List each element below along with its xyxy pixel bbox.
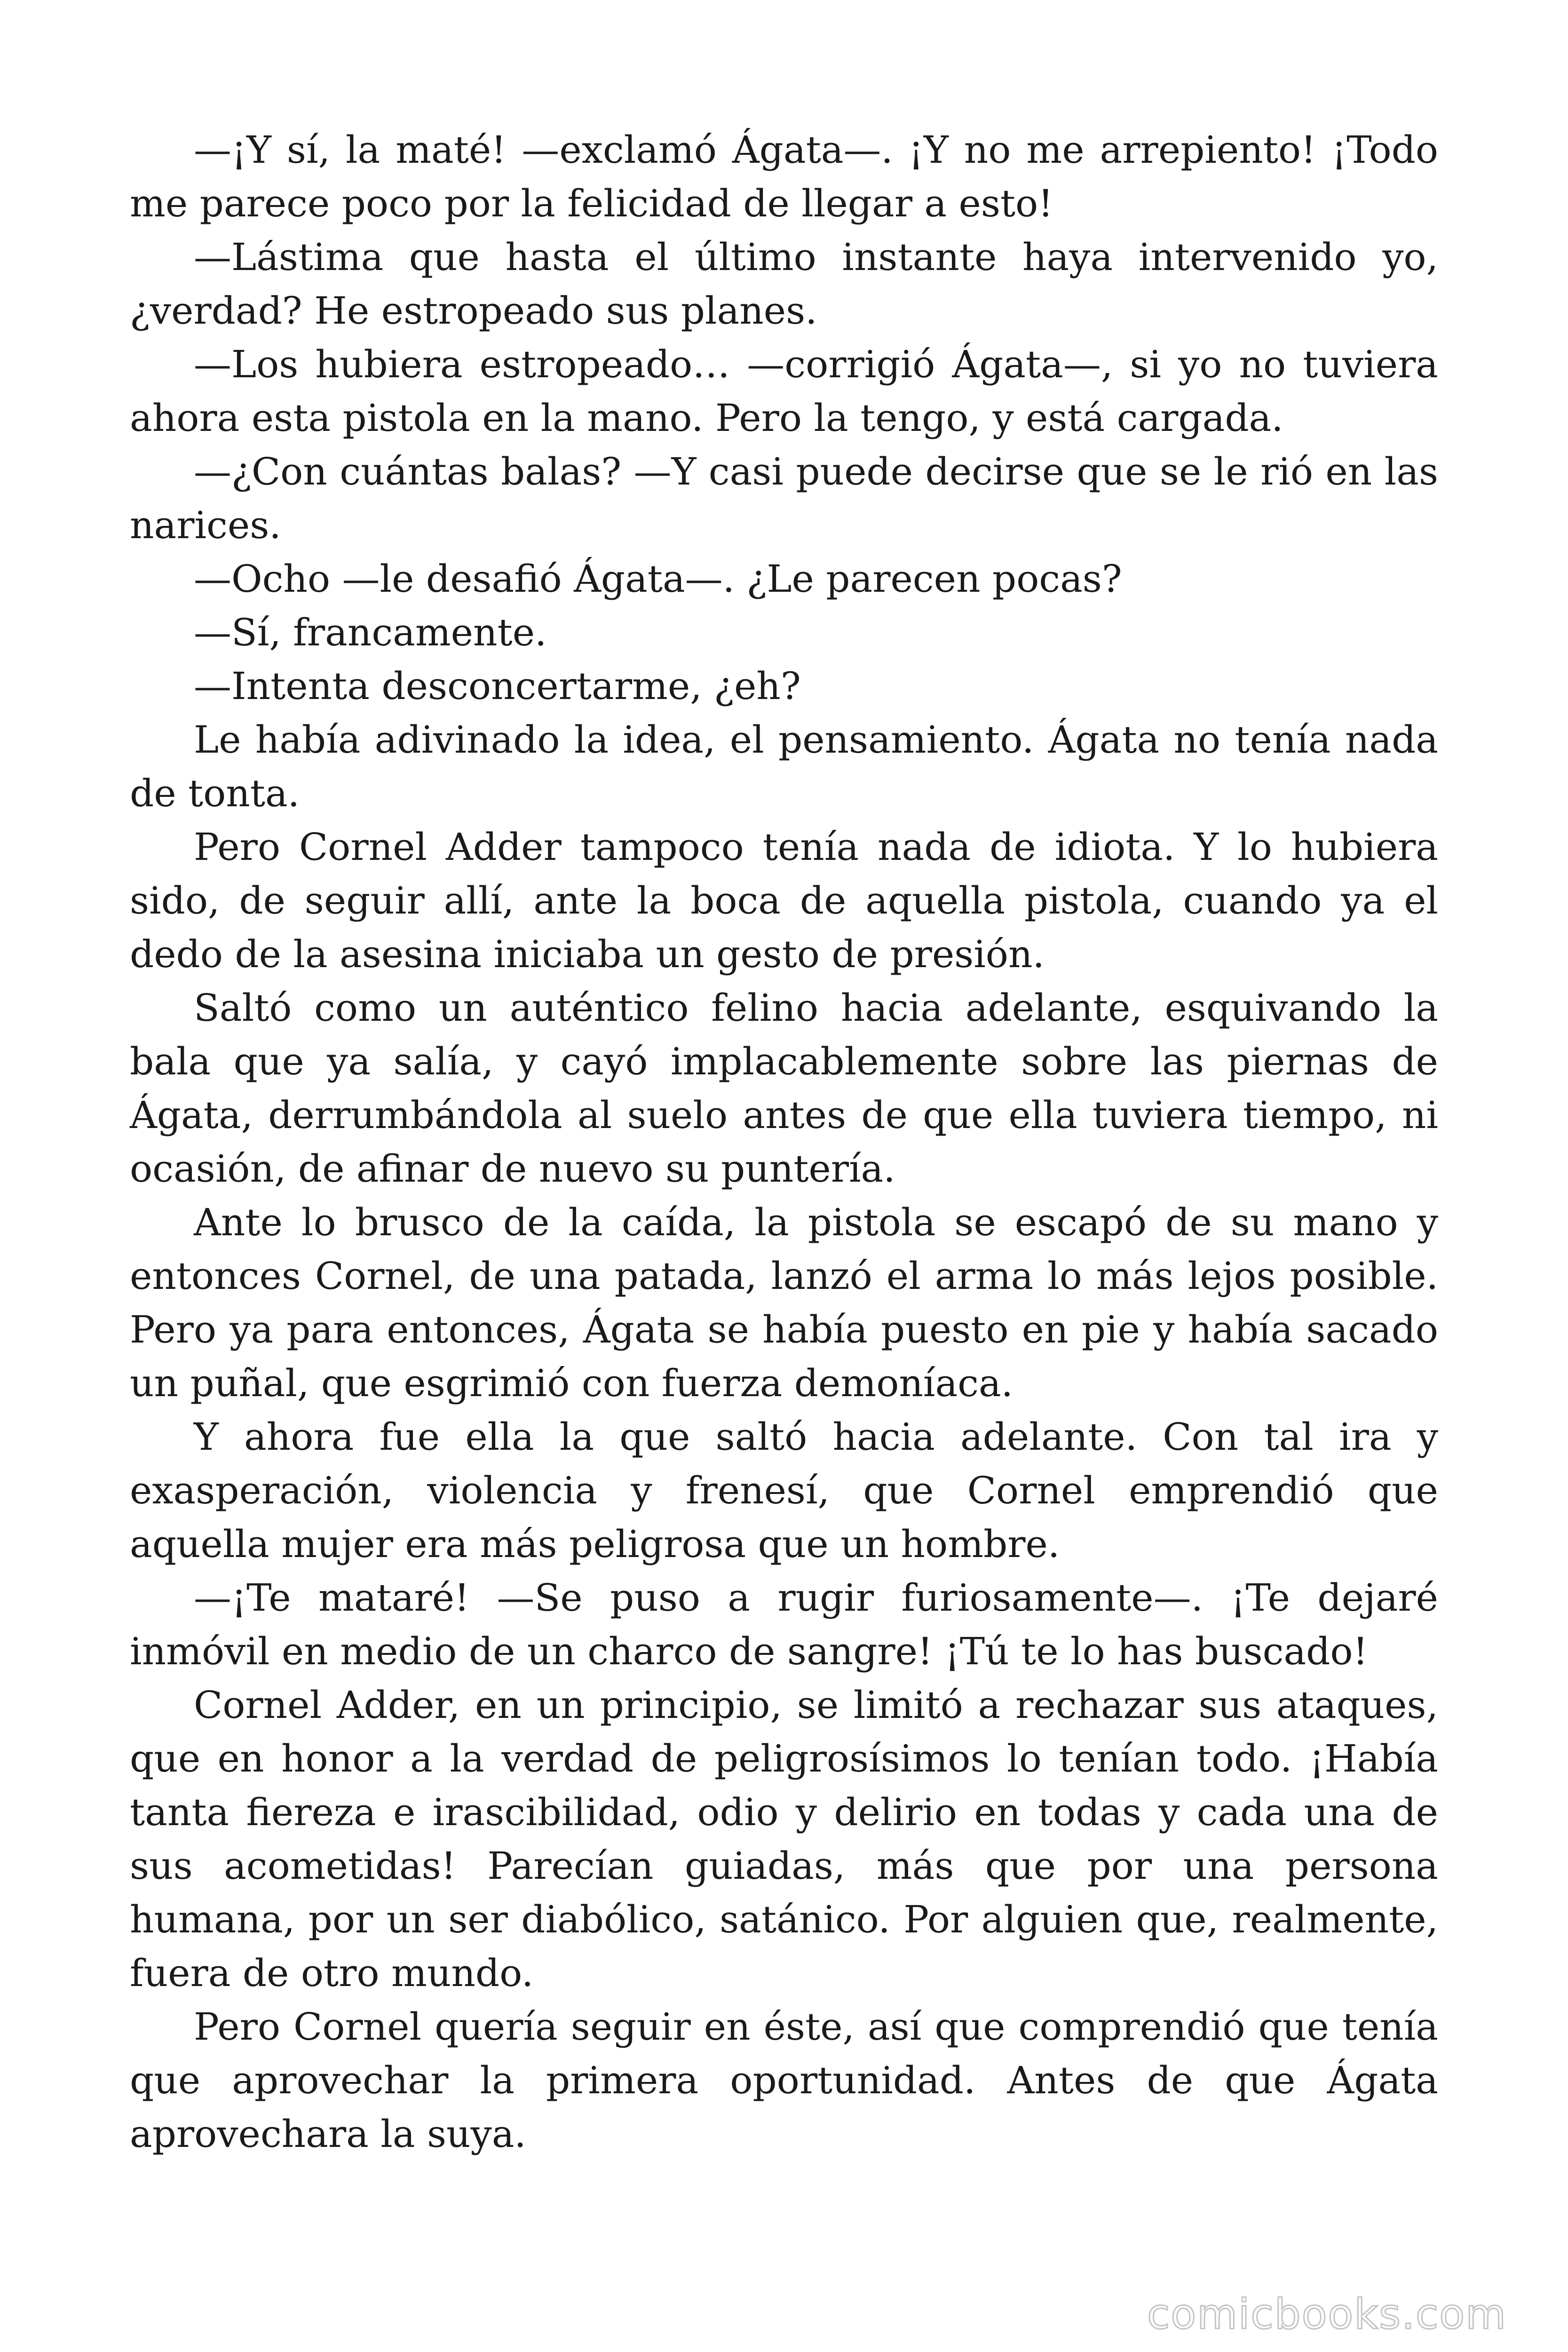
paragraph: —Los hubiera estropeado… —corrigió Ágata—, si yo no tuviera ahora esta pistola en la mano. Pero la tengo, y está cargada. xyxy=(130,342,1438,440)
paragraph: Pero Cornel Adder tampoco tenía nada de idiota. Y lo hubiera sido, de seguir allí, ante la boca de aquella pistola, cuando ya el dedo de la asesina iniciaba un gesto de presión. xyxy=(130,825,1438,976)
paragraph: Y ahora fue ella la que saltó hacia adelante. Con tal ira y exasperación, violencia y frenesí, que Cornel emprendió que aquella mujer era más peligrosa que un hombre. xyxy=(130,1415,1438,1566)
body-text xyxy=(130,123,1438,2161)
paragraph: —¡Te mataré! —Se puso a rugir furiosamente—. ¡Te dejaré inmóvil en medio de un charco de sangre! ¡Tú te lo has buscado! xyxy=(130,1576,1438,1673)
paragraph: —¿Con cuántas balas? —Y casi puede decirse que se le rió en las narices. xyxy=(130,450,1438,547)
paragraph: —Lástima que hasta el último instante haya intervenido yo, ¿verdad? He estropeado sus planes. xyxy=(130,235,1438,333)
paragraph: —Intenta desconcertarme, ¿eh? xyxy=(194,664,801,708)
paragraph: Pero Cornel quería seguir en éste, así que comprendió que tenía que aprovechar la primera oportunidad. Antes de que Ágata aprovechara la suya. xyxy=(130,2005,1438,2156)
paragraph: Cornel Adder, en un principio, se limitó a rechazar sus ataques, que en honor a la verdad de peligrosísimos lo tenían todo. ¡Había tanta fiereza e irascibilidad, odio y delirio en todas y cada una de sus acometidas! Parecían guiadas, más que por una persona humana, por un ser diabólico, satánico. Por alguien que, realmente, fuera de otro mundo. xyxy=(130,1683,1438,1995)
paragraph: —¡Y sí, la maté! —exclamó Ágata—. ¡Y no me arrepiento! ¡Todo me parece poco por la felicidad de llegar a esto! xyxy=(130,128,1438,225)
paragraph: —Sí, francamente. xyxy=(194,611,547,654)
paragraph: —Ocho —le desafió Ágata—. ¿Le parecen pocas? xyxy=(194,557,1122,601)
watermark: comicbooks.com xyxy=(1147,2290,1507,2338)
paragraph: Ante lo brusco de la caída, la pistola se escapó de su mano y entonces Cornel, de una patada, lanzó el arma lo más lejos posible. Pero ya para entonces, Ágata se había puesto en pie y había sacado un puñal, que esgrimió con fuerza demoníaca. xyxy=(130,1200,1438,1405)
paragraph: Le había adivinado la idea, el pensamiento. Ágata no tenía nada de tonta. xyxy=(130,718,1438,815)
paragraph: Saltó como un auténtico felino hacia adelante, esquivando la bala que ya salía, y cayó implacablemente sobre las piernas de Ágata, derrumbándola al suelo antes de que ella tuviera tiempo, ni ocasión, de afinar de nuevo su puntería. xyxy=(130,986,1438,1191)
